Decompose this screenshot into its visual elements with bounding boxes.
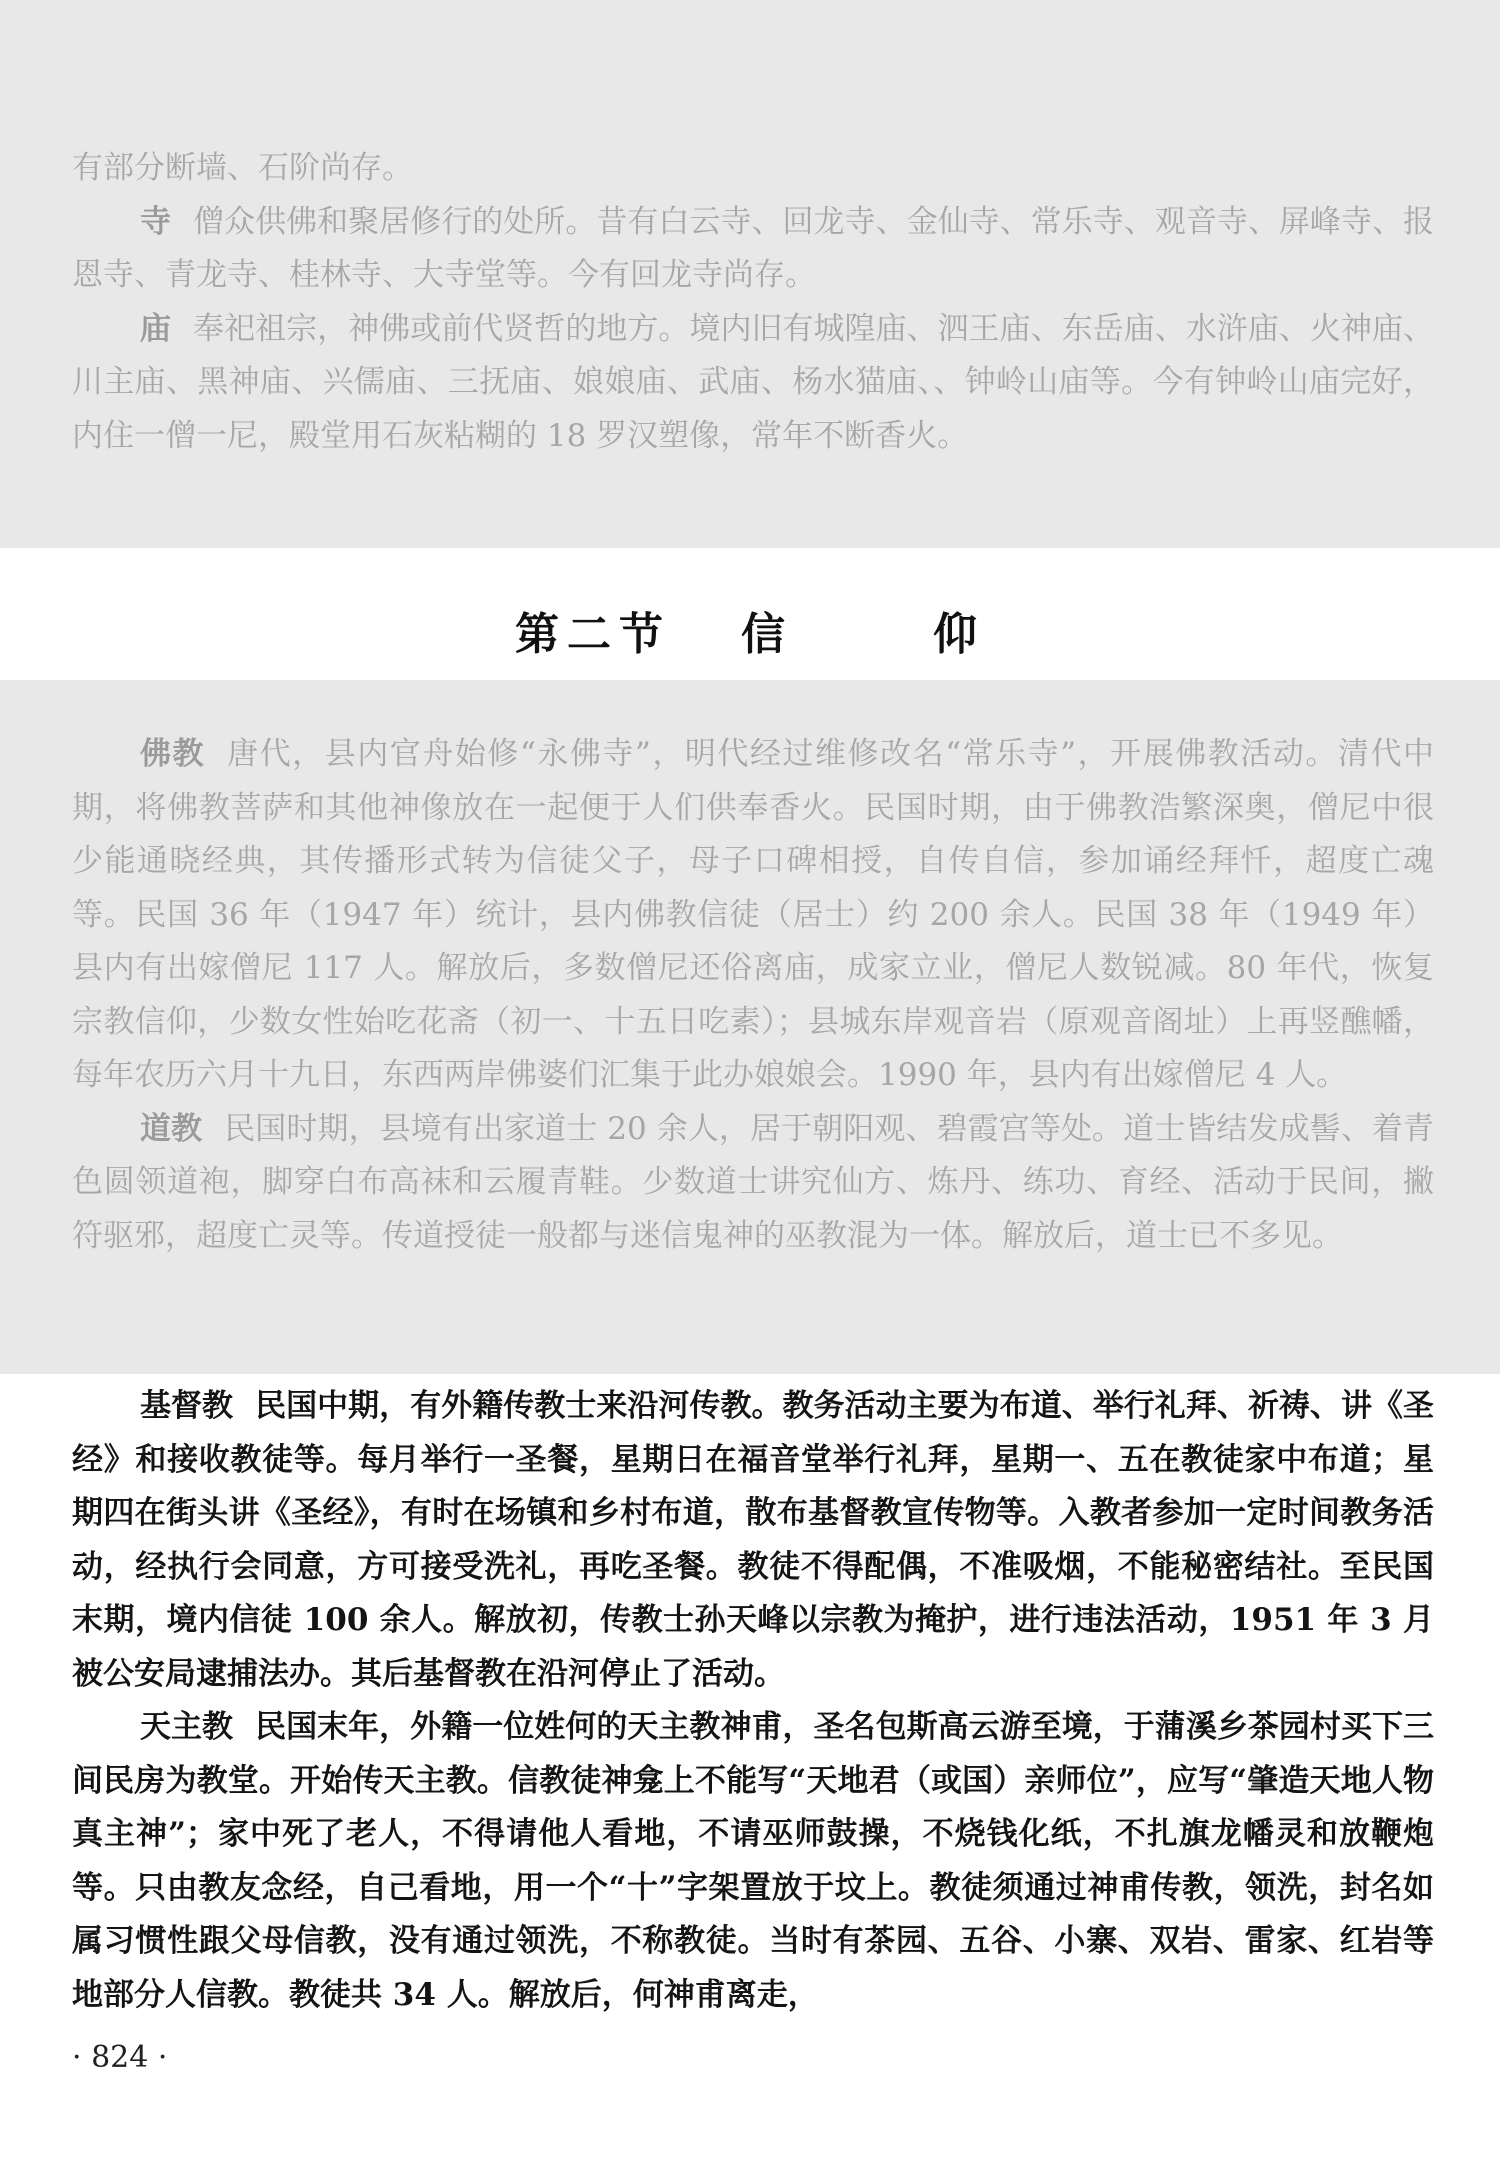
term-buddhism: 佛教 [140,736,206,772]
text-catholicism: 民国末年，外籍一位姓何的天主教神甫，圣名包斯高云游至境，于蒲溪乡茶园村买下三间民房为教堂。开始传天主教。信教徒神龛上不能写“天地君（或国）亲师位”，应写“肇造天地人物真主神”；家中死了老人，不得请他人看地，不请巫师鼓操，不烧钱化纸，不扎旗龙幡灵和放鞭炮等。只由教友念经，自己看地，用一个“十”字架置放于坟上。教徒须通过神甫传教，领洗，封名如属习惯性跟父母信教，没有通过领洗，不称教徒。当时有茶园、五谷、小寨、双岩、雷家、红岩等地部分人信教。教徒共 34 人。解放后，何神甫离走， [72,1709,1434,2013]
top-text-block [72,142,1434,463]
term-catholicism: 天主教 [140,1709,234,1745]
section-title [0,598,1500,662]
text-taoism: 民国时期，县境有出家道士 20 余人，居于朝阳观、碧霞宫等处。道士皆结发成髻、着青色圆领道袍，脚穿白布高袜和云履青鞋。少数道士讲究仙方、炼丹、练功、育经、活动于民间，撇符驱邪，超度亡灵等。传道授徒一般都与迷信鬼神的巫教混为一体。解放后，道士已不多见。 [72,1110,1435,1254]
text-buddhism: 唐代，县内官舟始修“永佛寺”，明代经过维修改名“常乐寺”，开展佛教活动。清代中期，将佛教菩萨和其他神像放在一起便于人们供奉香火。民国时期，由于佛教浩繁深奥，僧尼中很少能通晓经典，其传播形式转为信徒父子，母子口碑相授，自传自信，参加诵经拜忏，超度亡魂等。民国 36 年（1947 年）统计，县内佛教信徒（居士）约 200 余人。民国 38 年（1949 年）县内有出嫁僧尼 117 人。解放后，多数僧尼还俗离庙，成家立业，僧尼人数锐减。80 年代，恢复宗教信仰，少数女性始吃花斋（初一、十五日吃素）；县城东岸观音岩（原观音阁址）上再竖醮幡，每年农历六月十九日，东西两岸佛婆们汇集于此办娘娘会。1990 年，县内有出嫁僧尼 4 人。 [72,736,1435,1093]
text-christianity: 民国中期，有外籍传教士来沿河传教。教务活动主要为布道、举行礼拜、祈祷、讲《圣经》和接收教徒等。每月举行一圣餐，星期日在福音堂举行礼拜，星期一、五在教徒家中布道；星期四在街头讲《圣经》，有时在场镇和乡村布道，散布基督教宣传物等。入教者参加一定时间教务活动，经执行会同意，方可接受洗礼，再吃圣餐。教徒不得配偶，不准吸烟，不能秘密结社。至民国末期，境内信徒 100 余人。解放初，传教士孙天峰以宗教为掩护，进行违法活动，1951 年 3 月被公安局逮捕法办。其后基督教在沿河停止了活动。 [72,1388,1434,1692]
text-shrine: 奉祀祖宗，神佛或前代贤哲的地方。境内旧有城隍庙、泗王庙、东岳庙、水浒庙、火神庙、川主庙、黑神庙、兴儒庙、三抚庙、娘娘庙、武庙、杨水猫庙、、钟岭山庙等。今有钟岭山庙完好，内住一僧一尼，殿堂用石灰粘糊的 18 罗汉塑像，常年不断香火。 [72,310,1435,454]
term-christianity: 基督教 [140,1388,234,1424]
bottom-text-block [72,1380,1434,2022]
paragraph-shrines [72,303,1434,464]
paragraph-catholicism [72,1701,1434,2022]
paragraph-temples [72,196,1434,303]
section-title-char-1: 信 [741,609,793,660]
term-temple: 寺 [140,203,172,240]
paragraph-taoism [72,1103,1434,1264]
text-temple: 僧众供佛和聚居修行的处所。昔有白云寺、回龙寺、金仙寺、常乐寺、观音寺、屏峰寺、报恩寺、青龙寺、桂林寺、大寺堂等。今有回龙寺尚存。 [72,203,1435,293]
page-number: · 824 · [72,2040,168,2075]
section-number: 第二节 [515,609,671,660]
term-shrine: 庙 [140,310,172,347]
paragraph-remnant: 有部分断墙、石阶尚存。 [72,150,413,186]
paragraph-buddhism [72,728,1434,1103]
middle-text-block [72,728,1434,1263]
term-taoism: 道教 [140,1110,203,1147]
paragraph-christianity [72,1380,1434,1701]
section-title-char-2: 仰 [933,609,985,660]
